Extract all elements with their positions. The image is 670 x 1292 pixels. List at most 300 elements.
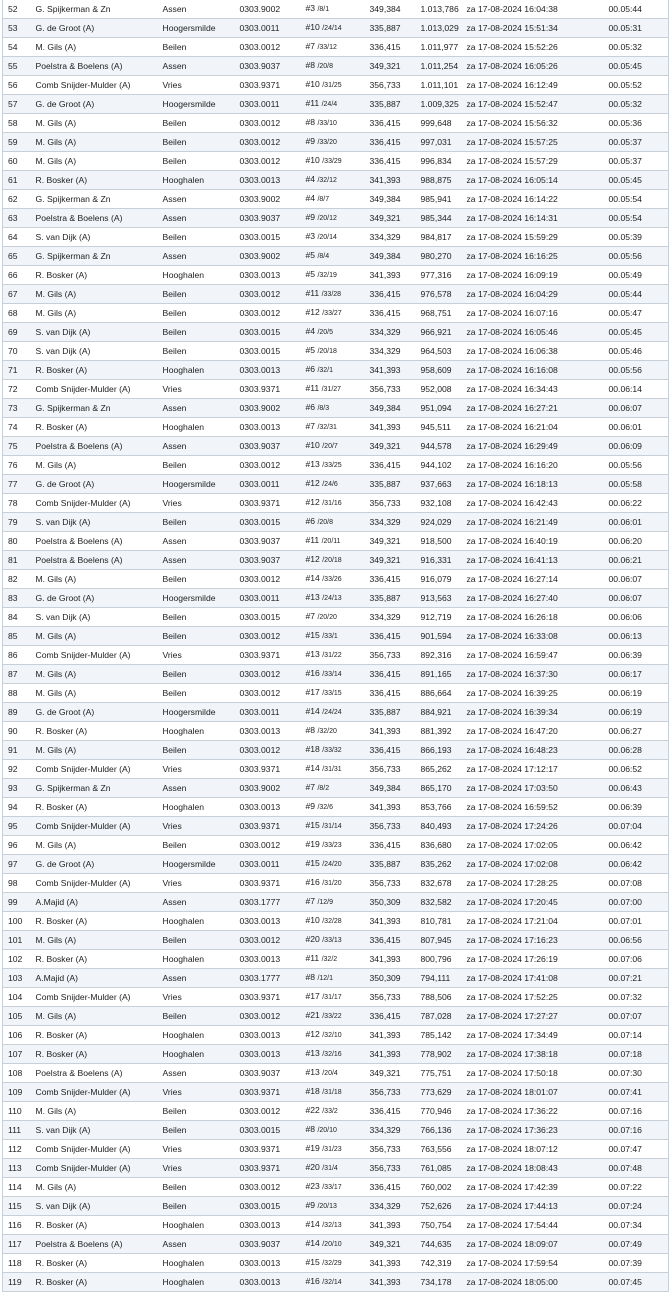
position-number: #16 [305,668,320,678]
place-cell: Vries [158,1159,235,1178]
table-row [3,1273,669,1292]
place-cell: Assen [158,1064,235,1083]
rank-cell: 108 [3,1064,31,1083]
position-fraction: /32/29 [322,1260,342,1267]
time-difference-cell: 00.05:36 [604,114,669,133]
time-difference-cell: 00.05:32 [604,95,669,114]
place-cell: Hoogersmilde [158,475,235,494]
position-number: #10 [305,915,320,925]
rank-cell: 71 [3,361,31,380]
time-difference-cell: 00.07:41 [604,1083,669,1102]
speed-cell: 988,875 [416,171,462,190]
rank-cell: 72 [3,380,31,399]
place-cell: Hoogersmilde [158,855,235,874]
table-row [3,1178,669,1197]
fancier-name-cell: G. Spijkerman & Zn [31,247,158,266]
table-row [3,950,669,969]
table-row [3,1254,669,1273]
rank-cell: 88 [3,684,31,703]
ring-number-cell: 0303.0015 [235,228,301,247]
ring-number-cell: 0303.0015 [235,1197,301,1216]
place-cell: Beilen [158,1121,235,1140]
arrival-time-cell: za 17-08-2024 16:16:20 [462,456,604,475]
rank-cell: 52 [3,0,31,19]
arrival-time-cell: za 17-08-2024 15:52:26 [462,38,604,57]
fancier-name-cell: A.Majid (A) [31,969,158,988]
table-row [3,912,669,931]
rank-cell: 95 [3,817,31,836]
fancier-name-cell: Poelstra & Boelens (A) [31,1235,158,1254]
fancier-name-cell: S. van Dijk (A) [31,1197,158,1216]
table-row [3,874,669,893]
position-cell [301,1083,365,1102]
arrival-time-cell: za 17-08-2024 17:42:39 [462,1178,604,1197]
speed-cell: 752,626 [416,1197,462,1216]
ring-number-cell: 0303.0012 [235,304,301,323]
fancier-name-cell: R. Bosker (A) [31,1216,158,1235]
position-number: #15 [305,820,320,830]
ring-number-cell: 0303.9371 [235,646,301,665]
position-cell [301,133,365,152]
fancier-name-cell: M. Gils (A) [31,285,158,304]
time-difference-cell: 00.07:04 [604,817,669,836]
ring-number-cell: 0303.0012 [235,931,301,950]
speed-cell: 1.013,786 [416,0,462,19]
position-fraction: /20/8 [317,63,334,70]
position-number: #15 [305,630,320,640]
position-fraction: /33/15 [322,690,342,697]
position-number: #3 [305,3,316,13]
position-cell [301,893,365,912]
ring-number-cell: 0303.0013 [235,950,301,969]
fancier-name-cell: S. van Dijk (A) [31,342,158,361]
ring-number-cell: 0303.9371 [235,1140,301,1159]
position-number: #3 [305,231,316,241]
fancier-name-cell: R. Bosker (A) [31,1254,158,1273]
rank-cell: 91 [3,741,31,760]
speed-cell: 937,663 [416,475,462,494]
position-fraction: /33/25 [322,462,342,469]
place-cell: Beilen [158,1178,235,1197]
arrival-time-cell: za 17-08-2024 18:07:12 [462,1140,604,1159]
table-row [3,798,669,817]
place-cell: Assen [158,551,235,570]
position-fraction: /33/26 [322,576,342,583]
fancier-name-cell: M. Gils (A) [31,38,158,57]
arrival-time-cell: za 17-08-2024 17:52:25 [462,988,604,1007]
rank-cell: 54 [3,38,31,57]
speed-cell: 924,029 [416,513,462,532]
table-row [3,722,669,741]
arrival-time-cell: za 17-08-2024 17:44:13 [462,1197,604,1216]
time-difference-cell: 00.07:08 [604,874,669,893]
fancier-name-cell: Comb Snijder-Mulder (A) [31,380,158,399]
position-fraction: /33/17 [322,1184,342,1191]
position-fraction: /31/20 [322,880,342,887]
position-fraction: /32/10 [322,1032,342,1039]
table-row [3,133,669,152]
fancier-name-cell: Comb Snijder-Mulder (A) [31,760,158,779]
arrival-time-cell: za 17-08-2024 17:02:08 [462,855,604,874]
position-cell [301,532,365,551]
position-cell [301,608,365,627]
speed-cell: 980,270 [416,247,462,266]
table-row [3,608,669,627]
distance-cell: 349,321 [365,57,416,76]
distance-cell: 335,887 [365,95,416,114]
time-difference-cell: 00.05:46 [604,342,669,361]
speed-cell: 794,111 [416,969,462,988]
time-difference-cell: 00.05:47 [604,304,669,323]
position-fraction: /32/2 [321,956,338,963]
rank-cell: 117 [3,1235,31,1254]
position-cell [301,494,365,513]
ring-number-cell: 0303.0012 [235,456,301,475]
speed-cell: 999,648 [416,114,462,133]
ring-number-cell: 0303.0012 [235,627,301,646]
arrival-time-cell: za 17-08-2024 16:29:49 [462,437,604,456]
place-cell: Hooghalen [158,418,235,437]
place-cell: Vries [158,494,235,513]
ring-number-cell: 0303.0012 [235,152,301,171]
position-number: #14 [305,1219,320,1229]
position-cell [301,114,365,133]
position-number: #8 [305,60,316,70]
distance-cell: 341,393 [365,950,416,969]
table-row [3,1026,669,1045]
position-cell [301,874,365,893]
place-cell: Hooghalen [158,1273,235,1292]
position-number: #18 [305,1086,320,1096]
speed-cell: 853,766 [416,798,462,817]
rank-cell: 94 [3,798,31,817]
fancier-name-cell: M. Gils (A) [31,1102,158,1121]
speed-cell: 778,902 [416,1045,462,1064]
distance-cell: 334,329 [365,513,416,532]
fancier-name-cell: G. de Groot (A) [31,589,158,608]
ring-number-cell: 0303.0012 [235,38,301,57]
table-row [3,342,669,361]
arrival-time-cell: za 17-08-2024 17:59:54 [462,1254,604,1273]
ring-number-cell: 0303.9037 [235,532,301,551]
fancier-name-cell: S. van Dijk (A) [31,608,158,627]
table-row [3,209,669,228]
time-difference-cell: 00.06:39 [604,798,669,817]
position-cell [301,1159,365,1178]
rank-cell: 86 [3,646,31,665]
time-difference-cell: 00.07:34 [604,1216,669,1235]
position-fraction: /8/7 [317,196,330,203]
fancier-name-cell: Poelstra & Boelens (A) [31,209,158,228]
table-row [3,190,669,209]
rank-cell: 61 [3,171,31,190]
distance-cell: 336,415 [365,304,416,323]
position-number: #5 [305,250,316,260]
rank-cell: 65 [3,247,31,266]
position-cell [301,380,365,399]
distance-cell: 336,415 [365,570,416,589]
distance-cell: 336,415 [365,836,416,855]
position-number: #8 [305,725,316,735]
position-cell [301,912,365,931]
position-cell [301,1026,365,1045]
place-cell: Assen [158,57,235,76]
rank-cell: 77 [3,475,31,494]
position-fraction: /31/23 [322,1146,342,1153]
position-fraction: /33/22 [322,1013,342,1020]
distance-cell: 349,321 [365,1235,416,1254]
rank-cell: 78 [3,494,31,513]
distance-cell: 336,415 [365,627,416,646]
position-fraction: /20/4 [322,1070,338,1077]
position-cell [301,361,365,380]
time-difference-cell: 00.07:30 [604,1064,669,1083]
distance-cell: 334,329 [365,323,416,342]
place-cell: Beilen [158,684,235,703]
fancier-name-cell: Comb Snijder-Mulder (A) [31,1083,158,1102]
place-cell: Assen [158,1235,235,1254]
time-difference-cell: 00.07:32 [604,988,669,1007]
rank-cell: 66 [3,266,31,285]
distance-cell: 336,415 [365,456,416,475]
table-row [3,646,669,665]
place-cell: Beilen [158,931,235,950]
fancier-name-cell: M. Gils (A) [31,665,158,684]
position-cell [301,1102,365,1121]
fancier-name-cell: M. Gils (A) [31,931,158,950]
position-fraction: /24/4 [321,101,338,108]
speed-cell: 810,781 [416,912,462,931]
distance-cell: 335,887 [365,475,416,494]
distance-cell: 335,887 [365,19,416,38]
speed-cell: 976,578 [416,285,462,304]
table-row [3,1197,669,1216]
position-fraction: /24/20 [322,861,342,868]
position-number: #12 [305,497,320,507]
table-row [3,1083,669,1102]
table-row [3,1064,669,1083]
rank-cell: 68 [3,304,31,323]
speed-cell: 944,102 [416,456,462,475]
distance-cell: 350,309 [365,969,416,988]
place-cell: Assen [158,969,235,988]
table-row [3,152,669,171]
arrival-time-cell: za 17-08-2024 15:51:34 [462,19,604,38]
position-cell [301,760,365,779]
position-cell [301,969,365,988]
time-difference-cell: 00.06:21 [604,551,669,570]
place-cell: Vries [158,988,235,1007]
position-fraction: /20/5 [317,329,334,336]
rank-cell: 55 [3,57,31,76]
table-row [3,19,669,38]
distance-cell: 341,393 [365,266,416,285]
rank-cell: 76 [3,456,31,475]
arrival-time-cell: za 17-08-2024 18:08:43 [462,1159,604,1178]
position-number: #9 [305,801,316,811]
speed-cell: 800,796 [416,950,462,969]
position-cell [301,95,365,114]
fancier-name-cell: M. Gils (A) [31,684,158,703]
time-difference-cell: 00.05:37 [604,152,669,171]
table-row [3,931,669,950]
time-difference-cell: 00.06:06 [604,608,669,627]
position-fraction: /31/17 [322,994,342,1001]
ring-number-cell: 0303.0011 [235,95,301,114]
position-fraction: /31/16 [322,500,342,507]
fancier-name-cell: Poelstra & Boelens (A) [31,551,158,570]
arrival-time-cell: za 17-08-2024 17:12:17 [462,760,604,779]
ring-number-cell: 0303.9371 [235,760,301,779]
position-fraction: /20/10 [322,1241,342,1248]
position-cell [301,798,365,817]
position-number: #7 [305,611,316,621]
time-difference-cell: 00.06:27 [604,722,669,741]
table-row [3,1121,669,1140]
speed-cell: 966,921 [416,323,462,342]
fancier-name-cell: R. Bosker (A) [31,1026,158,1045]
ring-number-cell: 0303.9037 [235,1064,301,1083]
distance-cell: 356,733 [365,76,416,95]
arrival-time-cell: za 17-08-2024 16:40:19 [462,532,604,551]
time-difference-cell: 00.06:42 [604,855,669,874]
arrival-time-cell: za 17-08-2024 17:26:19 [462,950,604,969]
fancier-name-cell: R. Bosker (A) [31,912,158,931]
distance-cell: 341,393 [365,171,416,190]
position-number: #13 [305,1048,320,1058]
place-cell: Beilen [158,304,235,323]
position-cell [301,247,365,266]
position-fraction: /31/22 [322,652,342,659]
time-difference-cell: 00.05:56 [604,361,669,380]
fancier-name-cell: Comb Snijder-Mulder (A) [31,988,158,1007]
position-number: #14 [305,573,320,583]
position-cell [301,171,365,190]
time-difference-cell: 00.06:43 [604,779,669,798]
place-cell: Beilen [158,627,235,646]
arrival-time-cell: za 17-08-2024 17:36:22 [462,1102,604,1121]
rank-cell: 64 [3,228,31,247]
place-cell: Hooghalen [158,722,235,741]
speed-cell: 984,817 [416,228,462,247]
place-cell: Beilen [158,285,235,304]
position-cell [301,817,365,836]
position-cell [301,209,365,228]
arrival-time-cell: za 17-08-2024 15:59:29 [462,228,604,247]
time-difference-cell: 00.06:07 [604,399,669,418]
ring-number-cell: 0303.0012 [235,133,301,152]
position-cell [301,1235,365,1254]
rank-cell: 80 [3,532,31,551]
distance-cell: 349,384 [365,0,416,19]
ring-number-cell: 0303.0012 [235,741,301,760]
position-fraction: /8/4 [317,253,330,260]
position-fraction: /32/12 [317,177,337,184]
table-row [3,513,669,532]
fancier-name-cell: G. de Groot (A) [31,475,158,494]
table-row [3,76,669,95]
arrival-time-cell: za 17-08-2024 16:59:52 [462,798,604,817]
speed-cell: 742,319 [416,1254,462,1273]
position-cell [301,475,365,494]
table-row [3,0,669,19]
table-row [3,665,669,684]
position-cell [301,513,365,532]
time-difference-cell: 00.05:39 [604,228,669,247]
place-cell: Beilen [158,456,235,475]
fancier-name-cell: Comb Snijder-Mulder (A) [31,817,158,836]
rank-cell: 106 [3,1026,31,1045]
position-fraction: /20/10 [317,1127,337,1134]
rank-cell: 60 [3,152,31,171]
position-number: #15 [305,858,320,868]
position-fraction: /31/4 [322,1165,338,1172]
time-difference-cell: 00.07:49 [604,1235,669,1254]
time-difference-cell: 00.07:16 [604,1102,669,1121]
rank-cell: 81 [3,551,31,570]
speed-cell: 918,500 [416,532,462,551]
fancier-name-cell: R. Bosker (A) [31,722,158,741]
fancier-name-cell: Comb Snijder-Mulder (A) [31,874,158,893]
time-difference-cell: 00.05:44 [604,285,669,304]
table-row [3,741,669,760]
position-fraction: /33/23 [322,842,342,849]
place-cell: Hooghalen [158,1026,235,1045]
position-fraction: /33/28 [321,291,342,298]
time-difference-cell: 00.07:45 [604,1273,669,1292]
fancier-name-cell: Poelstra & Boelens (A) [31,57,158,76]
time-difference-cell: 00.05:45 [604,57,669,76]
table-row [3,285,669,304]
time-difference-cell: 00.06:52 [604,760,669,779]
distance-cell: 349,321 [365,209,416,228]
fancier-name-cell: S. van Dijk (A) [31,1121,158,1140]
arrival-time-cell: za 17-08-2024 16:33:08 [462,627,604,646]
arrival-time-cell: za 17-08-2024 16:21:49 [462,513,604,532]
position-cell [301,779,365,798]
table-row [3,760,669,779]
position-cell [301,931,365,950]
fancier-name-cell: M. Gils (A) [31,627,158,646]
distance-cell: 341,393 [365,418,416,437]
speed-cell: 964,503 [416,342,462,361]
position-number: #18 [305,744,320,754]
position-number: #20 [305,1162,320,1172]
position-fraction: /12/1 [317,975,334,982]
place-cell: Vries [158,646,235,665]
position-cell [301,551,365,570]
position-fraction: /31/31 [322,766,342,773]
table-row [3,95,669,114]
ring-number-cell: 0303.0015 [235,1121,301,1140]
distance-cell: 341,393 [365,798,416,817]
place-cell: Beilen [158,1007,235,1026]
time-difference-cell: 00.05:52 [604,76,669,95]
distance-cell: 349,321 [365,551,416,570]
position-fraction: /20/20 [317,614,337,621]
rank-cell: 56 [3,76,31,95]
place-cell: Assen [158,247,235,266]
distance-cell: 349,384 [365,247,416,266]
position-cell [301,646,365,665]
table-row [3,893,669,912]
fancier-name-cell: G. Spijkerman & Zn [31,399,158,418]
place-cell: Hoogersmilde [158,703,235,722]
speed-cell: 750,754 [416,1216,462,1235]
speed-cell: 835,262 [416,855,462,874]
position-cell [301,342,365,361]
table-row [3,247,669,266]
